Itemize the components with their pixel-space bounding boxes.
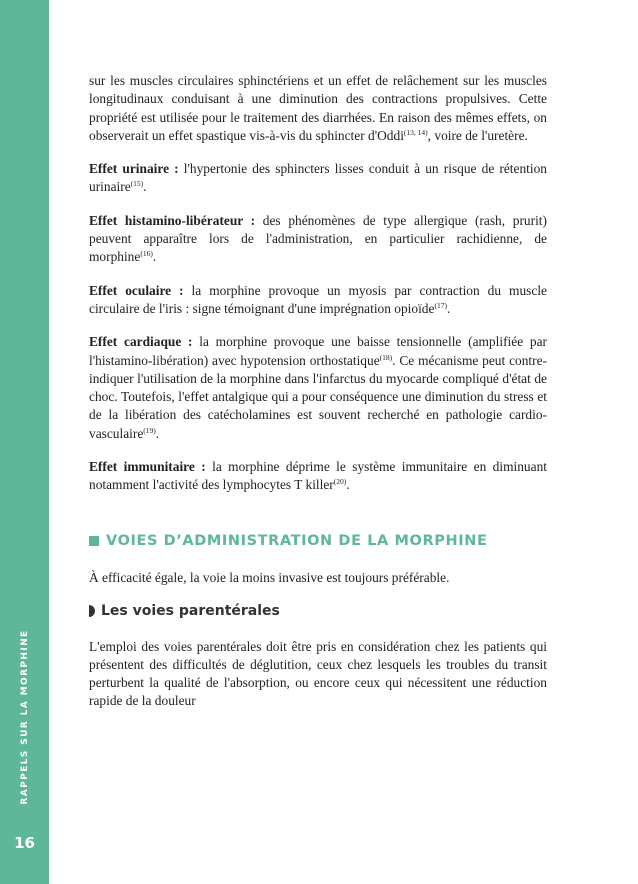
paragraph-voies-parenterales: L'emploi des voies parentérales doit être pris en considération chez les patients qui présentent des difficultés de déglutition, ceux chez lesquels les troubles du transit perturbent la qualité de l'absorption, ou encore ceux qui nécessitent une réduction rapide de la douleur <box>89 638 547 709</box>
paragraph-text: la morphine provoque un myosis par contraction du muscle circulaire de l'iris : signe témoignant d'une imprégnation opioïde <box>89 282 547 316</box>
paragraph-tail: . <box>152 249 157 265</box>
paragraph-text: sur les muscles circulaires sphinctériens et un effet de relâchement sur les muscles longitudinaux conduisant à une diminution des contractions propulsives. Cette propriété est utilisée pour le traitement des diarrhées. En raison des mêmes effets, on observerait un effet spastique vis-à-vis du sphincter d'Oddi <box>89 73 547 143</box>
paragraph-section-intro: À efficacité égale, la voie la moins invasive est toujours préférable. <box>89 569 450 585</box>
effect-label: Effet cardiaque : <box>89 334 193 350</box>
reference-number: (17) <box>434 300 447 310</box>
effect-label: Effet histamino-libérateur : <box>89 212 256 228</box>
paragraph-text: des phénomènes de type allergique (rash, prurit) peuvent apparaître lors de l'administration, en particulier rachidienne, de morphine <box>89 212 547 265</box>
reference-number: (18) <box>379 352 393 362</box>
paragraph-effet-urinaire <box>89 160 547 197</box>
section-heading <box>89 532 547 550</box>
paragraph-effet-immunitaire <box>89 458 547 495</box>
subsection-heading-text: Les voies parentérales <box>101 603 280 620</box>
page-number: 16 <box>14 834 35 852</box>
reference-number: (19) <box>143 425 156 435</box>
reference-number: (16) <box>140 249 153 259</box>
paragraph-tail: . <box>155 425 160 441</box>
paragraph-text: . Ce mécanisme peut contre-indiquer l'utilisation de la morphine dans l'infarctus du myocarde compliqué d'état de choc. Toutefois, l'effet antalgique qui a pour conséquence une diminution du stress et de la libération des catécholamines est souvent recherché en pathologie cardio-vasculaire <box>89 352 547 441</box>
paragraph-tail: . <box>346 477 350 493</box>
reference-number: (13, 14) <box>403 127 428 137</box>
paragraph-text: la morphine provoque une baisse tensionnelle (amplifiée par l'histamino-libération) avec hypotension orthostatique <box>89 334 547 368</box>
reference-number: (15) <box>130 179 144 189</box>
section-heading-text: VOIES D’ADMINISTRATION DE LA MORPHINE <box>106 532 488 549</box>
paragraph-text: la morphine déprime le système immunitaire en diminuant notamment l'activité des lymphocytes T killer <box>89 459 547 493</box>
effect-label: Effet immunitaire : <box>89 459 206 475</box>
paragraph-effet-cardiaque <box>89 333 547 443</box>
paragraph-tail: . <box>446 300 451 316</box>
paragraph-intro <box>89 72 547 145</box>
page-content <box>89 72 547 726</box>
paragraph-tail: . <box>143 179 147 195</box>
paragraph-effet-oculaire <box>89 282 547 319</box>
paragraph-text: l'hypertonie des sphincters lisses conduit à un risque de rétention urinaire <box>89 161 547 195</box>
paragraph-tail: , voire de l'uretère. <box>427 127 528 143</box>
effect-label: Effet oculaire : <box>89 282 184 298</box>
reference-number: (20) <box>333 477 347 487</box>
half-circle-bullet-icon <box>89 605 95 617</box>
subsection-heading <box>89 602 547 620</box>
sidebar <box>0 0 49 884</box>
paragraph-effet-histamino <box>89 212 547 267</box>
effect-label: Effet urinaire : <box>89 161 179 177</box>
running-title: RAPPELS SUR LA MORPHINE <box>20 629 30 805</box>
square-bullet-icon <box>89 536 99 546</box>
